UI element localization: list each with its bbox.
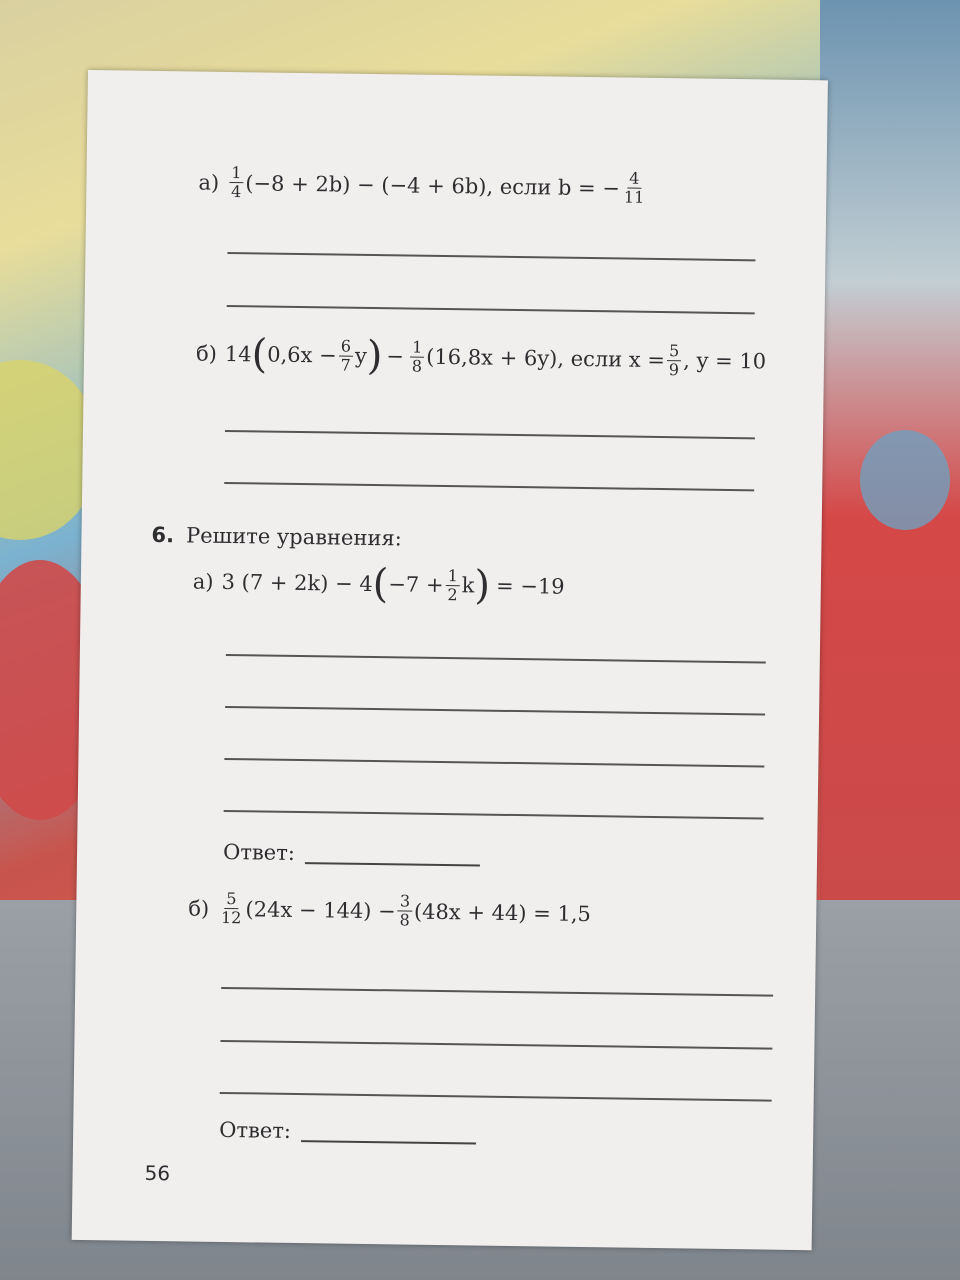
task5a-label: а): [198, 170, 220, 195]
task6-heading: [151, 523, 402, 550]
task5b-part4: −: [386, 344, 405, 369]
answer-writing-line[interactable]: [226, 654, 766, 664]
task6b-fraction2: [397, 892, 412, 929]
task5b-part2: 0,6x −: [267, 342, 337, 368]
fraction-numerator: 1: [446, 567, 460, 586]
page-number: 56: [144, 1160, 171, 1186]
answer-writing-line[interactable]: [221, 987, 773, 997]
worksheet-page: [72, 70, 828, 1250]
open-paren: (: [251, 331, 268, 378]
task6b-answer: [219, 1118, 476, 1146]
fraction-denominator: 7: [340, 355, 351, 375]
answer-label: Ответ:: [219, 1117, 292, 1143]
answer-writing-line[interactable]: [227, 252, 755, 261]
fraction-numerator: 1: [410, 338, 424, 357]
answer-writing-line[interactable]: [224, 758, 764, 768]
task6a-label: а): [192, 569, 214, 594]
task6a-answer: [223, 840, 480, 868]
fraction-numerator: 5: [224, 890, 238, 909]
task6b-fraction1: [219, 890, 244, 927]
answer-input-line[interactable]: [301, 1120, 476, 1144]
task6b-equation: [188, 889, 591, 932]
fraction-numerator: 3: [398, 892, 412, 911]
fraction-denominator: 4: [230, 182, 242, 202]
task5b-fraction2: [410, 338, 425, 375]
answer-writing-line[interactable]: [224, 810, 764, 820]
task6a-fraction: [445, 567, 460, 604]
answer-input-line[interactable]: [305, 842, 480, 866]
task5b-fraction3: [667, 342, 682, 379]
answer-writing-line[interactable]: [220, 1040, 772, 1050]
answer-writing-line[interactable]: [224, 482, 754, 491]
open-paren: (: [372, 561, 389, 608]
fraction-denominator: 9: [668, 359, 680, 379]
task5a-expression-text: (−8 + 2b) − (−4 + 6b), если b = −: [245, 170, 621, 200]
task5b-fraction1: [338, 337, 353, 374]
task5b-part3: y: [354, 343, 367, 368]
task6-title: Решите уравнения:: [185, 523, 402, 551]
fraction-numerator: 6: [339, 337, 353, 356]
task5b-label: б): [195, 341, 218, 366]
answer-label: Ответ:: [222, 839, 296, 865]
fraction-denominator: 11: [623, 187, 645, 207]
close-paren: ): [366, 332, 383, 380]
answer-writing-line[interactable]: [225, 706, 765, 716]
task6b-part2: (48x + 44) = 1,5: [413, 899, 592, 926]
answer-writing-line[interactable]: [227, 305, 755, 314]
answer-writing-line[interactable]: [225, 430, 755, 439]
background-blue-shape: [860, 430, 950, 530]
task6a-part3: k: [461, 573, 475, 598]
fraction-numerator: 5: [667, 342, 681, 361]
task6a-equation: [193, 562, 565, 607]
task6b-part1: (24x − 144) −: [245, 896, 396, 923]
task5b-part1: 14: [224, 341, 252, 367]
task5b-expression: [195, 331, 767, 382]
task5a-value-fraction: [622, 169, 647, 206]
answer-writing-line[interactable]: [220, 1092, 772, 1102]
fraction-numerator: 1: [229, 164, 243, 183]
task5a-coefficient-fraction: [229, 164, 244, 201]
fraction-denominator: 2: [447, 584, 458, 604]
task6a-part1: 3 (7 + 2k) − 4: [221, 569, 373, 597]
fraction-numerator: 4: [627, 170, 641, 189]
task6a-part2: −7 +: [388, 572, 444, 598]
fraction-denominator: 8: [399, 910, 410, 930]
close-paren: ): [474, 562, 491, 609]
fraction-denominator: 12: [220, 907, 242, 928]
task5b-part5: (16,8x + 6y), если x =: [426, 344, 666, 373]
task5b-part6: , y = 10: [683, 348, 767, 374]
task6b-label: б): [188, 895, 210, 921]
task5a-expression: [198, 164, 648, 207]
task6a-part4: = −19: [495, 573, 565, 599]
fraction-denominator: 8: [411, 356, 423, 376]
task6-number: 6.: [151, 522, 175, 548]
